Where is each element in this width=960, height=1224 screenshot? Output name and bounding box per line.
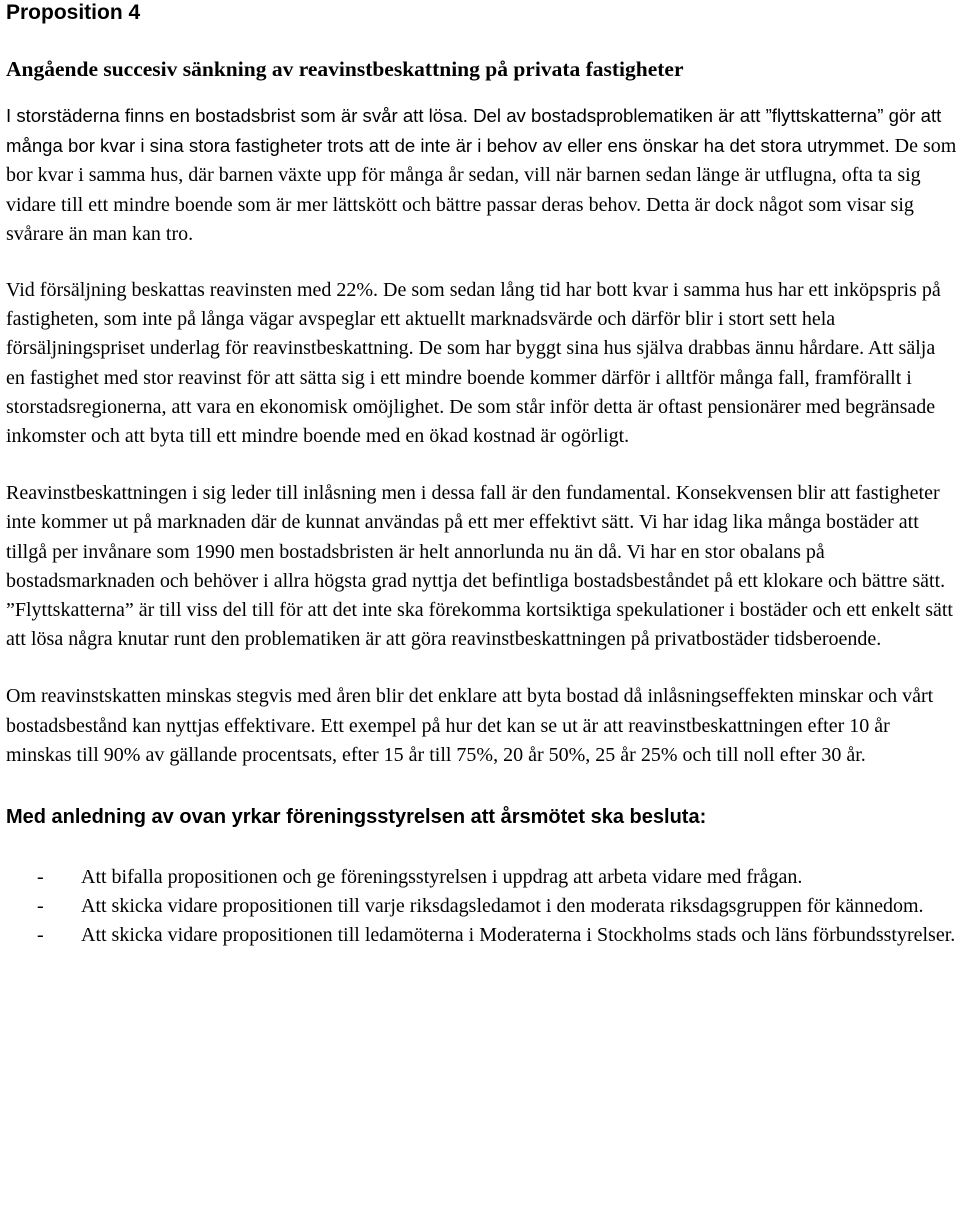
document-page [6, 0, 958, 951]
list-dash: - [37, 895, 44, 918]
paragraph-lock-in: Reavinstbeskattningen i sig leder till inlåsning men i dessa fall är den fundamental. Konsekvensen blir att fastigheter inte kommer ut på marknaden där de kunnat användas på ett mer effektivt sätt. Vi har idag lika många bostäder att tillgå per invånare som 1990 men bostadsbristen är helt annorlunda nu än då. Vi har en stor obalans på bostadsmarknaden och behöver i allra högsta grad nyttja det befintliga bostadsbeståndet på ett klokare och bättre sätt. ”Flyttskatterna” är till viss del till för att det inte ska förekomma kortsiktiga spekulationer i bostäder och ett enkelt sätt att lösa några knutar runt den problematiken är att göra reavinstbeskattningen på privatbostäder tidsberoende. [6, 482, 953, 651]
paragraph-intro-part2: De som bor kvar i samma hus, där barnen växte upp för många år sedan, vill när barnen sedan länge är utflugna, ofta ta sig vidare till ett mindre boende som är mer lättskött och bättre passar deras behov. Detta är dock något som visar sig svårare än man kan tro. [6, 135, 957, 245]
list-item-text: Att bifalla propositionen och ge föreningsstyrelsen i uppdrag att arbeta vidare med frågan. [81, 866, 803, 889]
proposition-title: Proposition 4 [6, 1, 141, 24]
resolution-heading: Med anledning av ovan yrkar föreningsstyrelsen att årsmötet ska besluta: [6, 806, 707, 829]
list-item [6, 921, 958, 950]
list-item-text: Att skicka vidare propositionen till varje riksdagsledamot i den moderata riksdagsgruppen för kännedom. [81, 895, 924, 918]
resolution-list [6, 863, 958, 951]
list-dash: - [37, 866, 44, 889]
paragraph-intro-part1: I storstäderna finns en bostadsbrist som är svår att lösa. Del av bostadsproblematiken är att ”flyttskatterna” gör att många bor kvar i sina stora fastigheter trots att de inte är i behov av eller ens önskar ha det stora utrymmet. [6, 105, 942, 157]
paragraph-taxation: Vid försäljning beskattas reavinsten med 22%. De som sedan lång tid har bott kvar i samma hus har ett inköpspris på fastigheten, som inte på långa vägar avspeglar ett aktuellt marknadsvärde och därför blir i stort sett hela försäljningspriset underlag för reavinstbeskattning. De som har byggt sina hus själva drabbas ännu hårdare. Att sälja en fastighet med stor reavinst för att sätta sig i ett mindre boende kommer därför i alltför många fall, framförallt i storstadsregionerna, att vara en ekonomisk omöjlighet. De som står inför detta är oftast pensionärer med begränsade inkomster och att byta till ett mindre boende med en ökad kostnad är ogörligt. [6, 279, 941, 448]
list-dash: - [37, 924, 44, 947]
list-item [6, 863, 958, 892]
paragraph-example: Om reavinstskatten minskas stegvis med åren blir det enklare att byta bostad då inlåsningseffekten minskar och vårt bostadsbestånd kan nyttjas effektivare. Ett exempel på hur det kan se ut är att reavinstbeskattningen efter 10 år minskas till 90% av gällande procentsats, efter 15 år till 75%, 20 år 50%, 25 år 25% och till noll efter 30 år. [6, 685, 934, 766]
list-item [6, 892, 958, 921]
list-item-text: Att skicka vidare propositionen till ledamöterna i Moderaterna i Stockholms stads och läns förbundsstyrelser. [81, 924, 956, 947]
paragraph-intro [6, 101, 958, 249]
proposition-heading: Angående succesiv sänkning av reavinstbeskattning på privata fastigheter [6, 57, 684, 81]
